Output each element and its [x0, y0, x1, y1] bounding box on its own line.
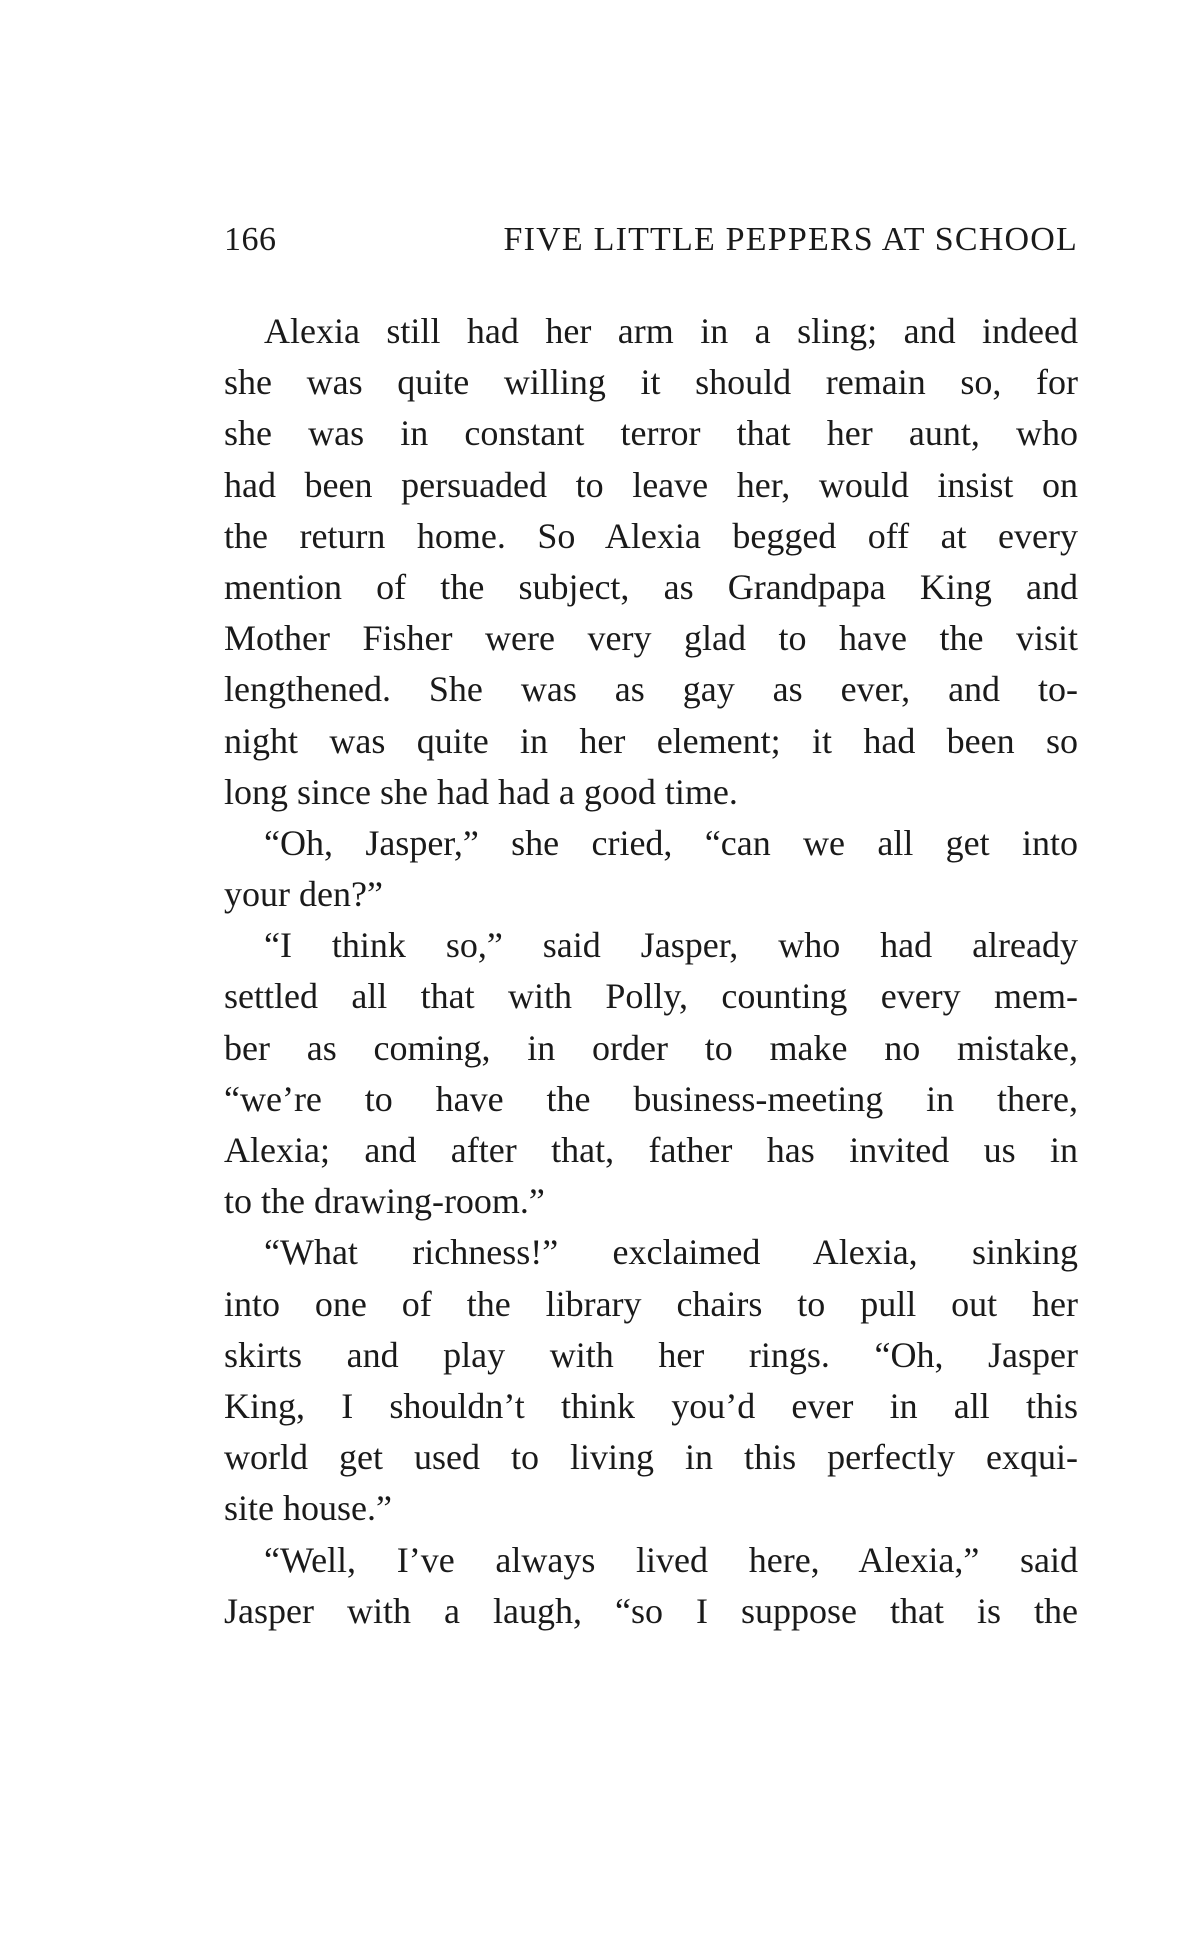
text-line: Mother Fisher were very glad to have the visit	[224, 618, 1078, 659]
text-line: Alexia; and after that, father has invited us in	[224, 1130, 1078, 1170]
text-line: she was in constant terror that her aunt, who	[224, 413, 1078, 454]
text-line: “Well, I’ve always lived here, Alexia,” said	[264, 1539, 1078, 1580]
text-line: Jasper with a laugh, “so I suppose that is the	[224, 1590, 1078, 1631]
text-line: ber as coming, in order to make no mistake,	[224, 1027, 1078, 1068]
text-line: world get used to living in this perfectly exqui-	[224, 1437, 1078, 1478]
text-line: Alexia still had her arm in a sling; and indeed	[264, 311, 1078, 351]
running-header	[224, 218, 1078, 262]
text-line: skirts and play with her rings. “Oh, Jasper	[224, 1334, 1078, 1375]
text-line: “we’re to have the business-meeting in there,	[224, 1078, 1078, 1119]
text-line: had been persuaded to leave her, would insist on	[224, 464, 1078, 505]
text-line: the return home. So Alexia begged off at every	[224, 515, 1078, 556]
text-line: mention of the subject, as Grandpapa King and	[224, 566, 1078, 607]
text-line: night was quite in her element; it had been so	[224, 720, 1078, 761]
text-line: into one of the library chairs to pull out her	[224, 1283, 1078, 1324]
text-line: long since she had had a good time.	[224, 771, 738, 812]
text-line: your den?”	[224, 874, 383, 915]
running-title: FIVE LITTLE PEPPERS AT SCHOOL	[503, 221, 1078, 258]
page-number: 166	[224, 221, 277, 258]
text-line: “Oh, Jasper,” she cried, “can we all get into	[264, 822, 1078, 863]
text-line: King, I shouldn’t think you’d ever in all this	[224, 1385, 1078, 1426]
text-line: lengthened. She was as gay as ever, and to-	[224, 669, 1078, 710]
text-line: “What richness!” exclaimed Alexia, sinking	[264, 1232, 1078, 1273]
text-line: “I think so,” said Jasper, who had already	[264, 925, 1078, 966]
text-line: site house.”	[224, 1488, 392, 1529]
text-line: settled all that with Polly, counting every mem-	[224, 976, 1078, 1017]
text-line: to the drawing-room.”	[224, 1181, 545, 1222]
text-line: she was quite willing it should remain so, for	[224, 362, 1078, 403]
body-text	[224, 306, 1078, 1637]
